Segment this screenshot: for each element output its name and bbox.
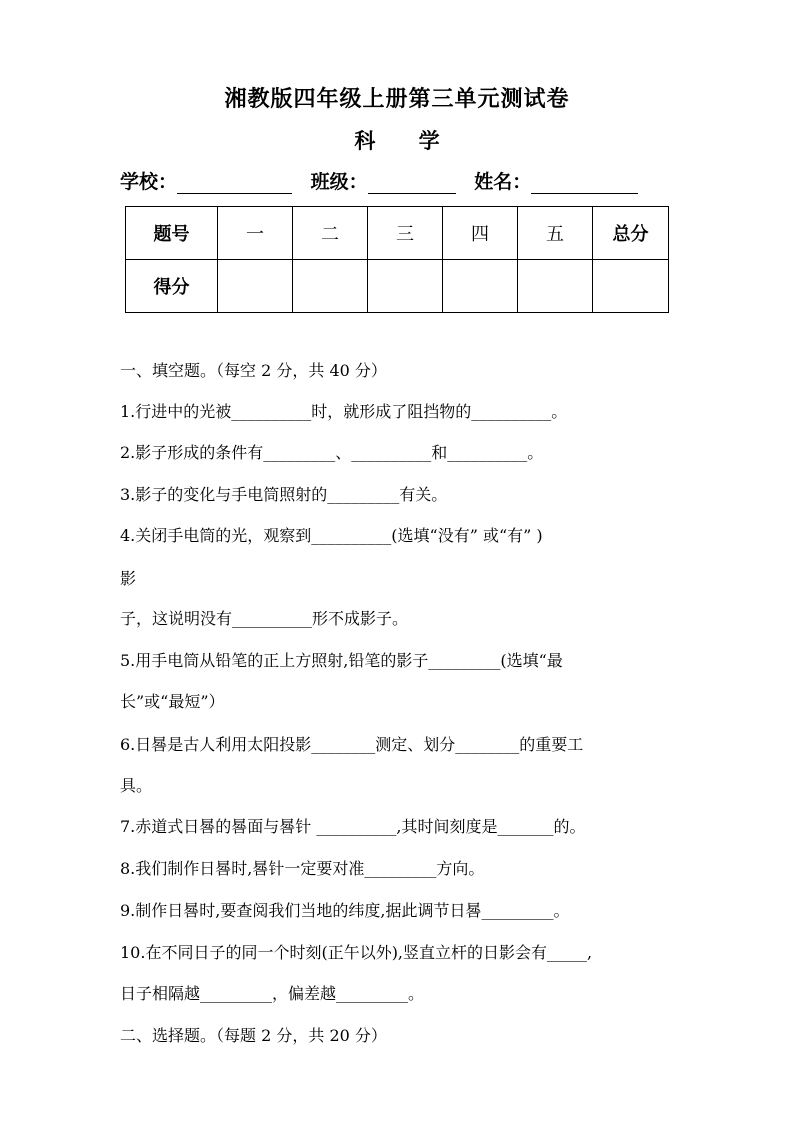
question-10-wrap: 日子相隔越_________，偏差越_________。 [120,984,425,1003]
score-table-header-row [126,207,669,260]
header-cell-part-4: 四 [443,207,518,260]
question-4: 4.关闭手电筒的光，观察到__________(选填“没有” 或“有” ) [120,526,543,545]
section-1-heading: 一、填空题。（每空 2 分，共 40 分） [120,361,387,380]
section-2-heading: 二、选择题。（每题 2 分，共 20 分） [120,1026,387,1045]
score-cell-part-1[interactable] [218,260,293,313]
score-cell-part-4[interactable] [443,260,518,313]
question-6: 6.日晷是古人利用太阳投影________测定、划分________的重要工 [120,735,584,754]
score-cell-part-3[interactable] [368,260,443,313]
score-cell-total[interactable] [593,260,669,313]
class-label: 班级： [310,171,368,193]
question-8: 8.我们制作日晷时,晷针一定要对准_________方向。 [120,859,485,878]
header-cell-total: 总分 [593,207,669,260]
score-cell-part-2[interactable] [293,260,368,313]
question-4-wrap-2: 子，这说明没有__________形不成影子。 [120,609,409,628]
school-blank[interactable] [177,173,292,194]
question-4-wrap-1: 影 [120,569,137,588]
question-6-wrap: 具。 [120,776,153,795]
header-cell-part-1: 一 [218,207,293,260]
school-label: 学校： [120,171,178,193]
name-blank[interactable] [531,173,638,194]
class-blank[interactable] [368,173,456,194]
subject-title: 科 学 [354,128,458,153]
question-9: 9.制作日晷时,要查阅我们当地的纬度,据此调节日晷_________。 [120,901,570,920]
question-1: 1.行进中的光被__________时，就形成了阻挡物的__________。 [120,402,568,421]
question-5: 5.用手电筒从铅笔的正上方照射,铅笔的影子_________(选填“最 [120,651,563,670]
header-cell-part-3: 三 [368,207,443,260]
score-table [125,206,669,313]
header-cell-part-2: 二 [293,207,368,260]
question-5-wrap: 长”或“最短”） [120,692,225,711]
score-table-score-row [126,260,669,313]
score-row-label: 得分 [126,260,218,313]
name-label: 姓名： [474,171,532,193]
question-10: 10.在不同日子的同一个时刻(正午以外),竖直立杆的日影会有_____, [120,943,593,962]
question-2: 2.影子形成的条件有_________、__________和__________。 [120,443,544,462]
score-cell-part-5[interactable] [518,260,593,313]
question-3: 3.影子的变化与手电筒照射的_________有关。 [120,485,448,504]
question-7: 7.赤道式日晷的晷面与晷针 __________,其时间刻度是_______的。 [120,817,586,836]
student-info-line [120,167,650,194]
header-cell-part-5: 五 [518,207,593,260]
header-cell-question-number: 题号 [126,207,218,260]
exam-title: 湘教版四年级上册第三单元测试卷 [224,86,570,112]
